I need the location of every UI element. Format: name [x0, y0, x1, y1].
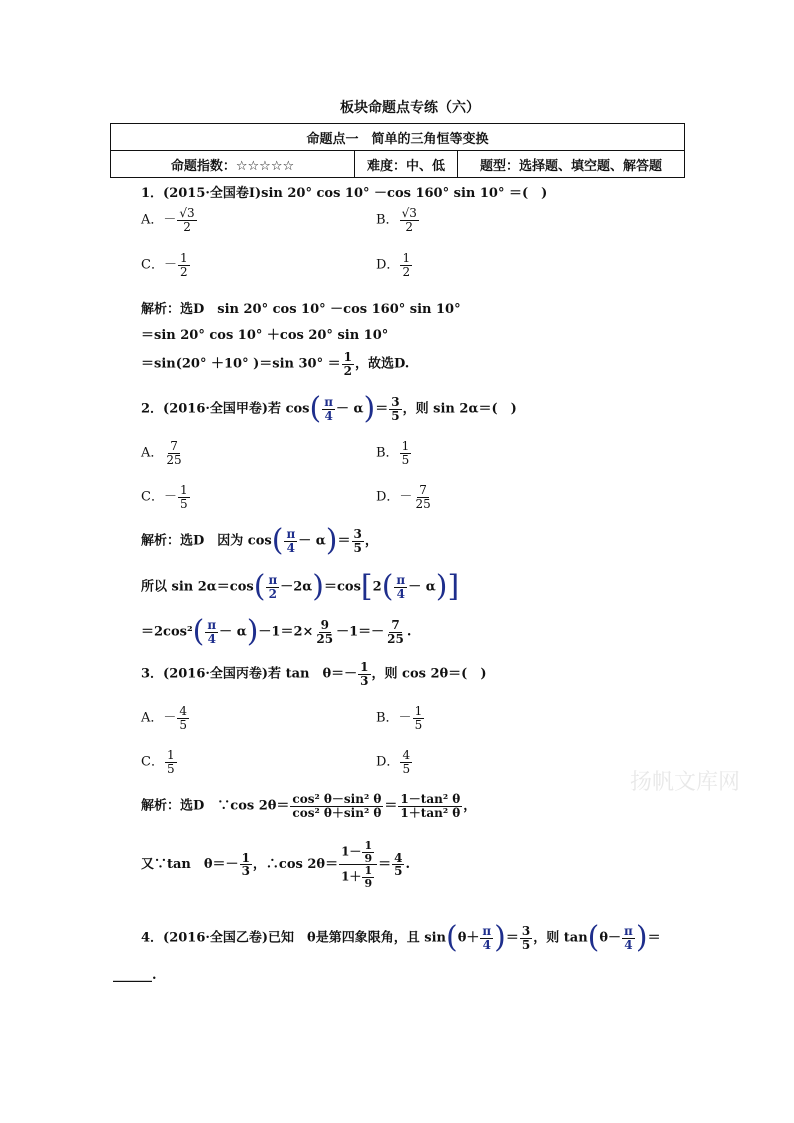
- paren: (: [381, 569, 394, 604]
- frac-num: 3: [391, 394, 400, 409]
- text: θ－: [599, 930, 622, 946]
- option-label: D．－: [376, 489, 413, 505]
- frac-num: 1: [402, 251, 411, 265]
- text: －1＝－: [336, 624, 385, 640]
- frac-den: 2: [183, 219, 191, 234]
- q1-stem: 1．(2015·全国卷Ⅰ)sin 20° cos 10° －cos 160° sin 10° ＝( ): [141, 186, 548, 201]
- text: ，则 tan: [533, 930, 588, 946]
- q1-option-d: [376, 252, 413, 278]
- text: ，则 cos 2θ＝( ): [371, 666, 487, 682]
- text: .: [406, 624, 412, 640]
- option-label: B．－: [376, 710, 412, 726]
- q2-stem: [141, 391, 517, 426]
- text: － α: [336, 401, 364, 417]
- frac-den: 4: [624, 937, 633, 952]
- q3-option-d: [376, 749, 413, 775]
- frac-den: 5: [391, 408, 400, 423]
- paren: ): [246, 614, 259, 649]
- frac-num: √3: [179, 206, 195, 220]
- frac-num: 9: [320, 617, 329, 632]
- frac-den: 2: [343, 363, 352, 378]
- text: 解析：选D 因为 cos: [141, 533, 272, 549]
- frac-den: 5: [179, 717, 188, 732]
- paren: (: [271, 523, 284, 558]
- frac-den: 4: [286, 540, 296, 555]
- frac-den: 25: [166, 452, 182, 467]
- topic-types: 题型：选择题、填空题、解答题: [458, 151, 685, 178]
- frac-num: 1: [166, 748, 175, 762]
- text: ＝sin(20° ＋10° )＝sin 30° ＝: [141, 356, 341, 372]
- frac-den: 25: [316, 631, 334, 646]
- q1-solution-line1: 解析：选D sin 20° cos 10° －cos 160° sin 10°: [141, 302, 461, 317]
- frac-num: π: [286, 526, 296, 541]
- frac-den: 5: [394, 864, 403, 879]
- frac-den: 4: [207, 631, 216, 646]
- topic-index: 命题指数：☆☆☆☆☆: [111, 151, 355, 178]
- option-label: D．: [376, 257, 400, 273]
- text: ，则 sin 2α＝( ): [402, 401, 517, 417]
- q2-option-c: [141, 484, 191, 510]
- text: －1＝2×: [258, 624, 314, 640]
- text: 解析：选D ∵cos 2θ＝: [141, 798, 290, 814]
- text: ，∴cos 2θ＝: [252, 857, 339, 873]
- paren: (: [192, 614, 205, 649]
- frac-num: π: [268, 572, 278, 587]
- option-label: C．－: [141, 489, 177, 505]
- compound-fraction: [339, 840, 377, 889]
- text: 2．(2016·全国甲卷)若 cos: [141, 401, 310, 417]
- text: θ＋: [457, 930, 480, 946]
- frac-den: 2: [405, 219, 414, 234]
- frac-num: 1: [179, 251, 188, 265]
- frac-num: π: [482, 923, 492, 938]
- q2-option-b: [376, 440, 412, 466]
- paren: (: [587, 920, 600, 955]
- text: ＝: [647, 930, 661, 946]
- frac-num: 7: [419, 483, 427, 497]
- option-label: D．: [376, 754, 400, 770]
- topic-title: 命题点一 简单的三角恒等变换: [111, 124, 685, 151]
- frac-den: 9: [364, 851, 373, 865]
- q3-option-a: [141, 705, 190, 731]
- q3-solution-line1: [141, 793, 476, 819]
- text: .: [405, 857, 410, 873]
- frac-num: 3: [353, 526, 362, 541]
- text: ，: [364, 533, 378, 549]
- option-label: B．: [376, 445, 399, 461]
- topic-difficulty: 难度：中、低: [355, 151, 458, 178]
- frac-num: 4: [179, 704, 188, 718]
- paren: (: [445, 920, 458, 955]
- frac-den: 25: [387, 631, 404, 646]
- text: － α: [219, 624, 247, 640]
- frac-den: 4: [396, 586, 405, 601]
- q2-solution-line3: [141, 614, 412, 649]
- frac-num: 1: [343, 350, 352, 364]
- text: ＝: [378, 857, 392, 873]
- text: －2α: [280, 579, 313, 595]
- paren: (: [309, 391, 322, 426]
- frac-den: 3: [241, 864, 250, 879]
- frac-den: 4: [482, 937, 491, 952]
- q1-option-a: [141, 207, 198, 233]
- paren: (: [253, 569, 266, 604]
- text: ＝: [384, 798, 398, 814]
- page-title: 板块命题点专练（六）: [340, 100, 480, 116]
- frac-num: cos² θ－sin² θ: [292, 792, 382, 806]
- paren: ): [635, 920, 648, 955]
- q1-option-b: [376, 207, 420, 233]
- option-label: A．－: [141, 710, 177, 726]
- q2-solution-line1: [141, 523, 378, 558]
- q3-solution-line2: [141, 840, 410, 889]
- frac-num: 4: [394, 850, 403, 865]
- frac-num: 1: [364, 864, 373, 878]
- paren: ): [494, 920, 506, 955]
- watermark: 扬帆文库网: [630, 770, 741, 795]
- frac-den: 3: [360, 673, 369, 688]
- frac-den: 5: [353, 540, 362, 555]
- paren: ): [363, 391, 376, 426]
- q1-solution-line2: ＝sin 20° cos 10° ＋cos 20° sin 10°: [141, 328, 389, 343]
- frac-num: 3: [521, 923, 531, 938]
- frac-den: 5: [166, 761, 175, 776]
- q1-option-c: [141, 252, 191, 278]
- q2-option-a: [141, 440, 185, 466]
- frac-den: 1＋tan² θ: [400, 805, 461, 820]
- option-label: C．－: [141, 257, 177, 273]
- frac-den: 2: [179, 264, 188, 279]
- frac-num: π: [396, 572, 406, 587]
- paren: ): [325, 523, 338, 558]
- frac-num: 1－tan² θ: [400, 792, 461, 806]
- topic-header-table: [110, 123, 685, 178]
- frac-num: 4: [402, 748, 411, 762]
- text: 所以 sin 2α＝cos: [141, 579, 254, 595]
- frac-den: 2: [402, 264, 411, 279]
- text: － α: [298, 533, 326, 549]
- frac-num: π: [207, 617, 217, 632]
- frac-den: 2: [268, 586, 278, 601]
- q3-option-b: [376, 705, 425, 731]
- text: ＝cos: [324, 579, 361, 595]
- frac-num: 1: [414, 704, 423, 718]
- option-label: B．: [376, 212, 399, 228]
- frac-num: 7: [170, 439, 178, 453]
- text: 3．(2016·全国丙卷)若 tan θ＝－: [141, 666, 358, 682]
- frac-num: 1: [179, 483, 188, 497]
- bracket: ]: [447, 569, 460, 604]
- text: 1－: [341, 844, 362, 859]
- q1-solution-line3: [141, 351, 409, 377]
- q4-stem: [141, 920, 661, 955]
- option-label: C．: [141, 754, 164, 770]
- text: ，故选D.: [354, 356, 410, 372]
- q4-answer-blank[interactable]: ______.: [113, 968, 157, 983]
- bracket: [: [360, 569, 373, 604]
- option-label: A．: [141, 445, 164, 461]
- frac-den: 5: [179, 496, 188, 511]
- text: ＝2cos²: [141, 624, 193, 640]
- frac-num: 7: [391, 617, 400, 632]
- frac-den: 9: [364, 876, 373, 890]
- option-label: A．－: [141, 212, 177, 228]
- frac-den: 4: [324, 408, 333, 423]
- frac-num: √3: [401, 206, 417, 220]
- text: － α: [408, 579, 436, 595]
- paren: ): [312, 569, 325, 604]
- text: ，: [463, 798, 477, 814]
- text: 2: [372, 579, 382, 595]
- text: ＝: [375, 401, 389, 417]
- text: ＝: [505, 930, 519, 946]
- frac-den: 25: [415, 496, 431, 511]
- text: ＝: [337, 533, 351, 549]
- frac-num: 1: [360, 660, 369, 674]
- q3-option-c: [141, 749, 178, 775]
- frac-num: 1: [364, 839, 373, 852]
- frac-num: π: [624, 923, 633, 938]
- frac-num: 1: [241, 850, 250, 865]
- q2-solution-line2: [141, 569, 460, 604]
- frac-den: 5: [401, 452, 410, 467]
- frac-num: 1: [401, 439, 410, 453]
- frac-num: π: [324, 394, 334, 409]
- text: 又∵tan θ＝－: [141, 857, 239, 873]
- frac-den: 5: [402, 761, 411, 776]
- paren: ): [435, 569, 448, 604]
- frac-den: 5: [414, 717, 423, 732]
- frac-den: cos² θ＋sin² θ: [292, 805, 382, 820]
- frac-den: 5: [521, 937, 531, 952]
- q2-option-d: [376, 484, 434, 510]
- q3-stem: [141, 661, 486, 687]
- text: 1＋: [341, 869, 362, 884]
- text: 4．(2016·全国乙卷)已知 θ是第四象限角，且 sin: [141, 930, 446, 946]
